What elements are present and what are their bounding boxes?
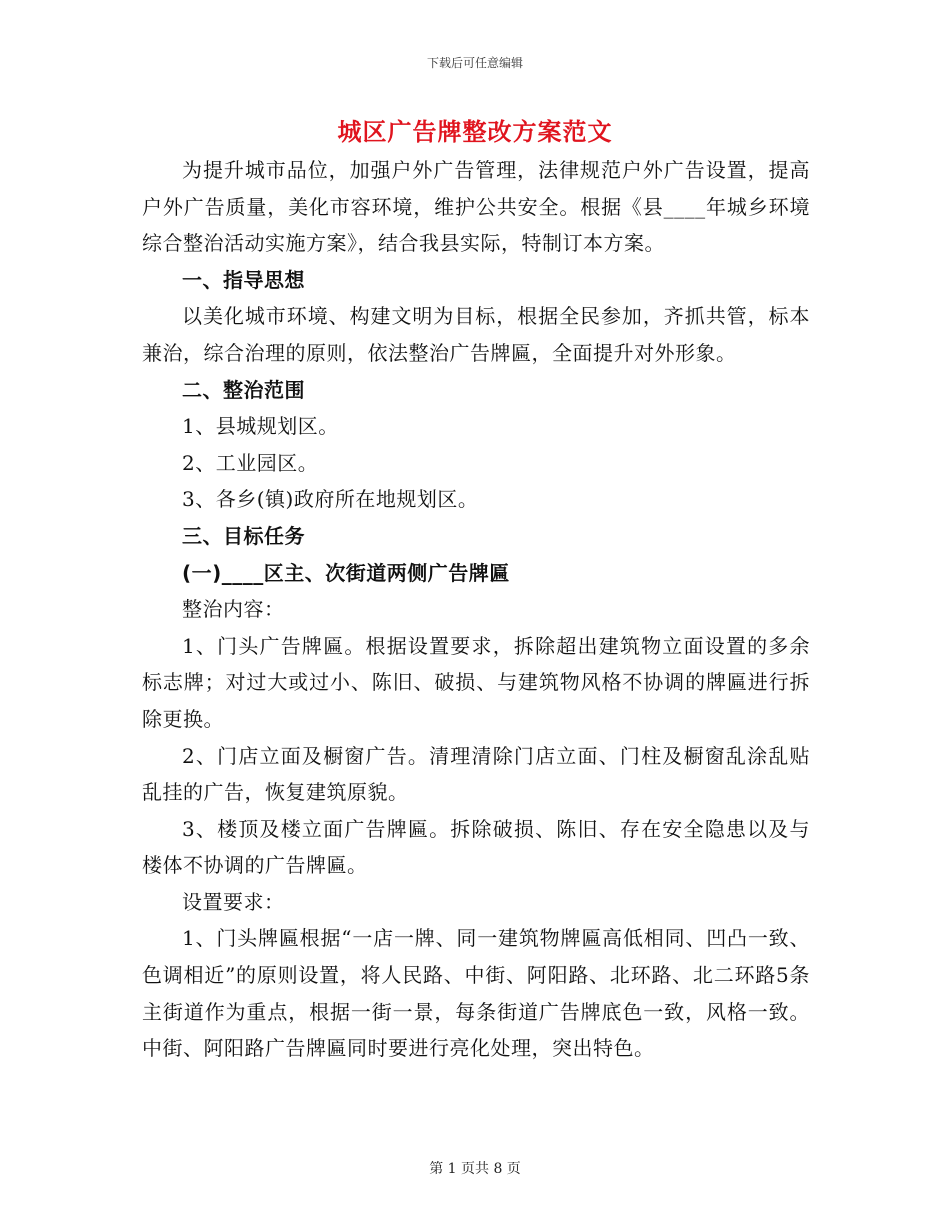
- page-header: 下载后可任意编辑: [426, 56, 523, 70]
- document-title: 城区广告牌整改方案范文: [337, 118, 613, 146]
- paragraph-label: 设置要求：: [182, 889, 285, 914]
- section-heading-3: 三、目标任务: [182, 523, 305, 548]
- list-item: 2、门店立面及橱窗广告。清理清除门店立面、门柱及橱窗乱涂乱贴乱挂的广告，恢复建筑原貌。: [142, 743, 810, 805]
- page-footer: 第 1 页共 8 页: [429, 1161, 521, 1177]
- list-item: 1、县城规划区。: [182, 414, 339, 439]
- document-body: [142, 152, 810, 1067]
- list-item: 3、各乡(镇)政府所在地规划区。: [182, 487, 479, 512]
- list-item: 1、门头牌匾根据“一店一牌、同一建筑物牌匾高低相同、凹凸一致、色调相近”的原则设置，将人民路、中街、阿阳路、北环路、北二环路5条主街道作为重点，根据一街一景，每条街道广告牌底色一致，风格一致。中街、阿阳路广告牌匾同时要进行亮化处理，突出特色。: [142, 926, 810, 1061]
- subsection-heading: (一)____区主、次街道两侧广告牌匾: [182, 560, 510, 585]
- section-heading-2: 二、整治范围: [182, 377, 305, 402]
- section-heading-1: 一、指导思想: [182, 267, 305, 292]
- list-item: 2、工业园区。: [182, 450, 319, 475]
- list-item: 3、楼顶及楼立面广告牌匾。拆除破损、陈旧、存在安全隐患以及与楼体不协调的广告牌匾。: [142, 816, 810, 878]
- paragraph-intro: 为提升城市品位，加强户外广告管理，法律规范户外广告设置，提高户外广告质量，美化市容环境，维护公共安全。根据《县____年城乡环境综合整治活动实施方案》，结合我县实际，特制订本方案。: [142, 158, 810, 256]
- list-item: 1、门头广告牌匾。根据设置要求，拆除超出建筑物立面设置的多余标志牌；对过大或过小、陈旧、破损、与建筑物风格不协调的牌匾进行拆除更换。: [142, 633, 810, 731]
- paragraph-label: 整治内容：: [182, 597, 285, 622]
- paragraph: 以美化城市环境、构建文明为目标，根据全民参加，齐抓共管，标本兼治，综合治理的原则，依法整治广告牌匾，全面提升对外形象。: [142, 304, 810, 365]
